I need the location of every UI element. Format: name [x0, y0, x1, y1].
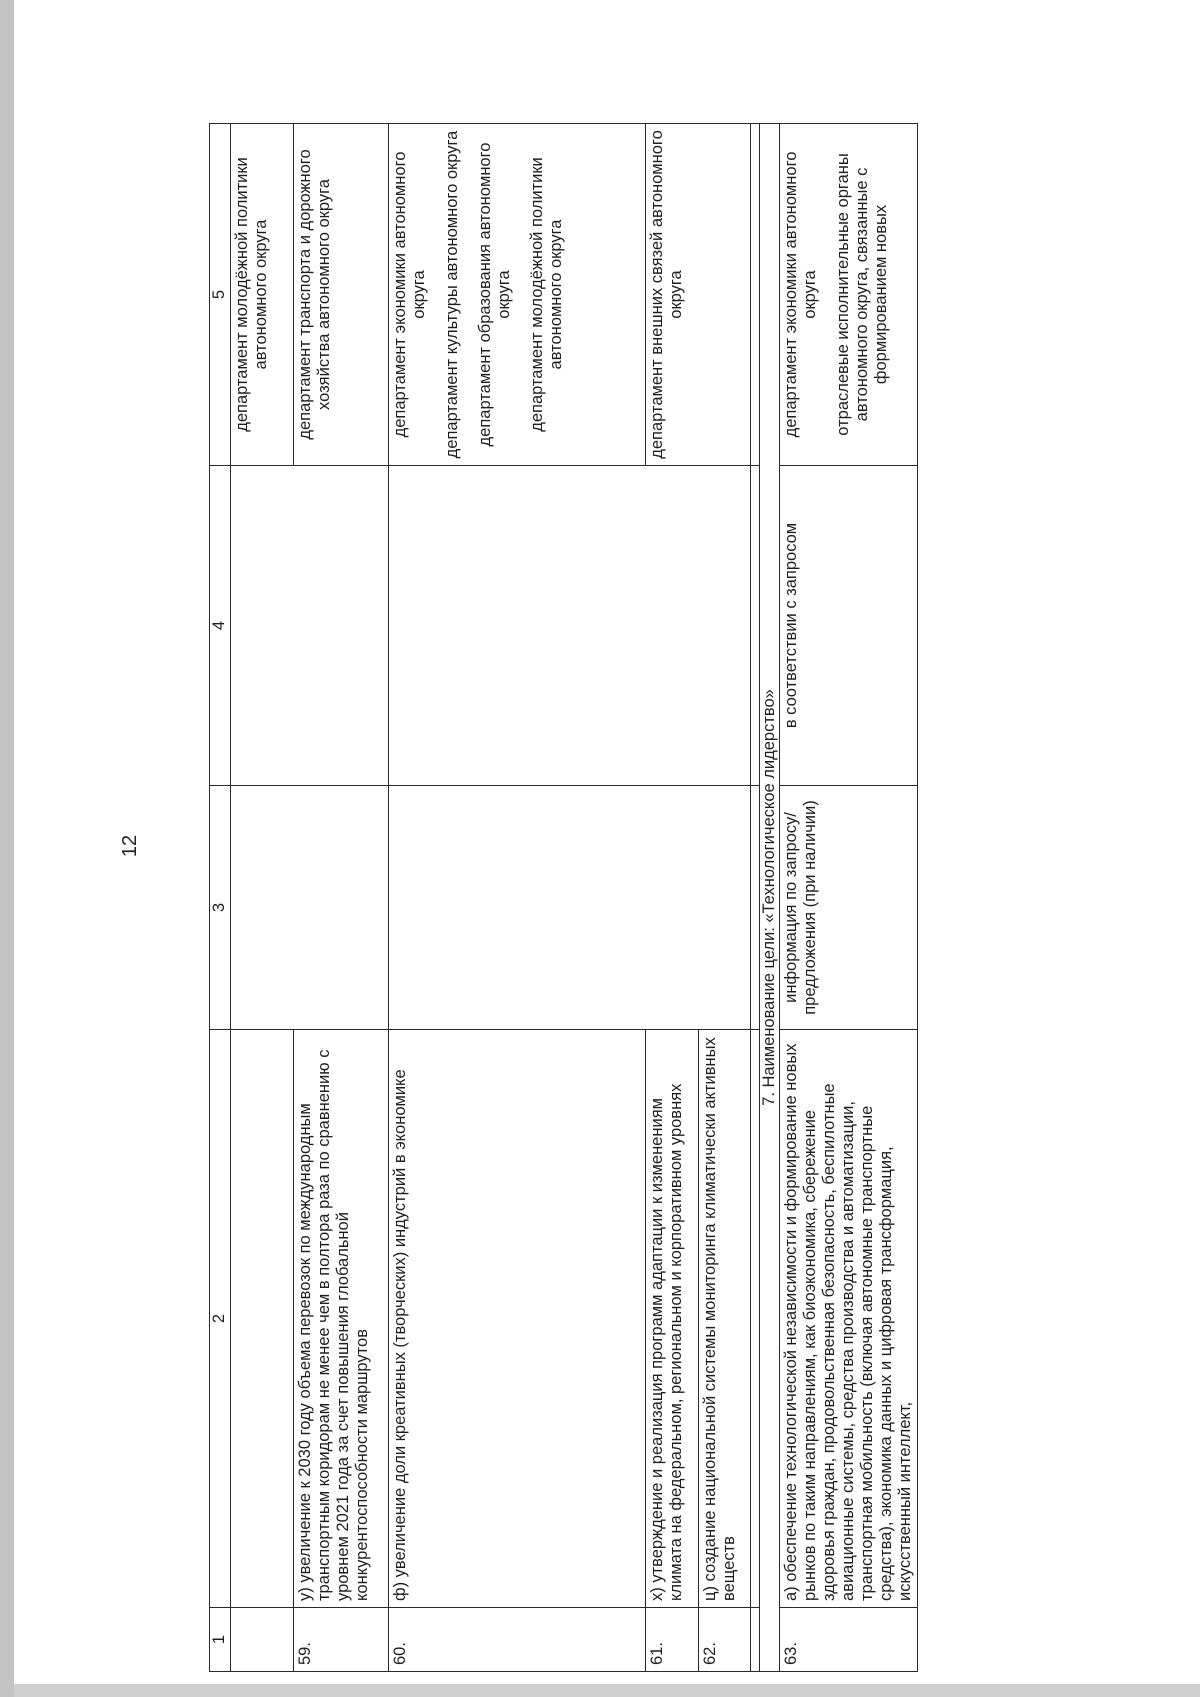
- row-executors: [389, 124, 646, 466]
- row-number: 61.: [646, 1608, 699, 1672]
- header-col-2: 2: [210, 1030, 231, 1608]
- row-number: 62.: [698, 1608, 751, 1672]
- executor: департамент молодёжной политики автономного округа: [528, 157, 565, 432]
- header-col-5: 5: [210, 124, 231, 466]
- row-number: 60.: [389, 1608, 646, 1672]
- scan-edge: [14, 1684, 1200, 1697]
- executor: отраслевые исполнительные органы автономного округа, связанные с формированием новых: [834, 153, 890, 436]
- row-number: 63.: [780, 1608, 918, 1672]
- section-row: [760, 124, 780, 1672]
- executor: департамент внешних связей автономного округа: [648, 130, 685, 459]
- row-period: в соответствии с запросом: [780, 466, 918, 786]
- row-number: 59.: [294, 1608, 389, 1672]
- executor: департамент культуры автономного округа: [443, 130, 461, 459]
- table-row: [780, 124, 918, 1672]
- executor: департамент экономики автономного округа: [391, 151, 428, 438]
- row-info: информация по запросу/ предложения (при наличии): [780, 786, 918, 1030]
- row-executors: [780, 124, 918, 466]
- row-text: ц) создание национальной системы мониторинга климатически активных веществ: [698, 1030, 751, 1608]
- row-info: [389, 786, 751, 1030]
- row-info: [231, 786, 389, 1030]
- row-executors: [646, 124, 751, 466]
- table-row: [231, 124, 294, 1672]
- row-executors: [294, 124, 389, 466]
- executor: департамент транспорта и дорожного хозяйства автономного округа: [296, 149, 333, 440]
- row-text: у) увеличение к 2030 году объема перевозок по международным транспортным коридорам не менее чем в полтора раза по сравнению с уровнем 2021 года за счет повышения глобальной конкурентоспособности маршрутов: [294, 1030, 389, 1608]
- row-number: [231, 1608, 294, 1672]
- spacer-row: [751, 124, 760, 1672]
- section-title: 7. Наименование цели: «Технологическое лидерство»: [760, 124, 780, 1672]
- row-text: х) утверждение и реализация программ адаптации к изменениям климата на федеральном, региональном и корпоративном уровнях: [646, 1030, 699, 1608]
- row-text: [231, 1030, 294, 1608]
- row-period: [231, 466, 389, 786]
- row-text: ф) увеличение доли креативных (творческих) индустрий в экономике: [389, 1030, 646, 1608]
- executor: департамент образования автономного округа: [476, 142, 513, 447]
- executor: департамент экономики автономного округа: [782, 151, 819, 438]
- header-col-3: 3: [210, 786, 231, 1030]
- row-executors: [231, 124, 294, 466]
- page-number: 12: [119, 834, 141, 858]
- table-row: [389, 124, 646, 1672]
- header-col-4: 4: [210, 466, 231, 786]
- row-period: [389, 466, 751, 786]
- header-row: [210, 124, 231, 1672]
- row-text: а) обеспечение технологической независимости и формирование новых рынков по таким направлениям, как биоэкономика, сбережение здоровья граждан, продовольственная безопасность, беспилотные авиационные системы, средства производства и автоматизации, транспортная мобильность (включая автономные транспортные средства), экономика данных и цифровая трансформация, искусственный интеллект,: [780, 1030, 918, 1608]
- header-col-1: 1: [210, 1608, 231, 1672]
- executor: департамент молодёжной политики автономного округа: [233, 157, 270, 432]
- rotated-table-container: [209, 124, 914, 1672]
- plan-table: [209, 123, 918, 1672]
